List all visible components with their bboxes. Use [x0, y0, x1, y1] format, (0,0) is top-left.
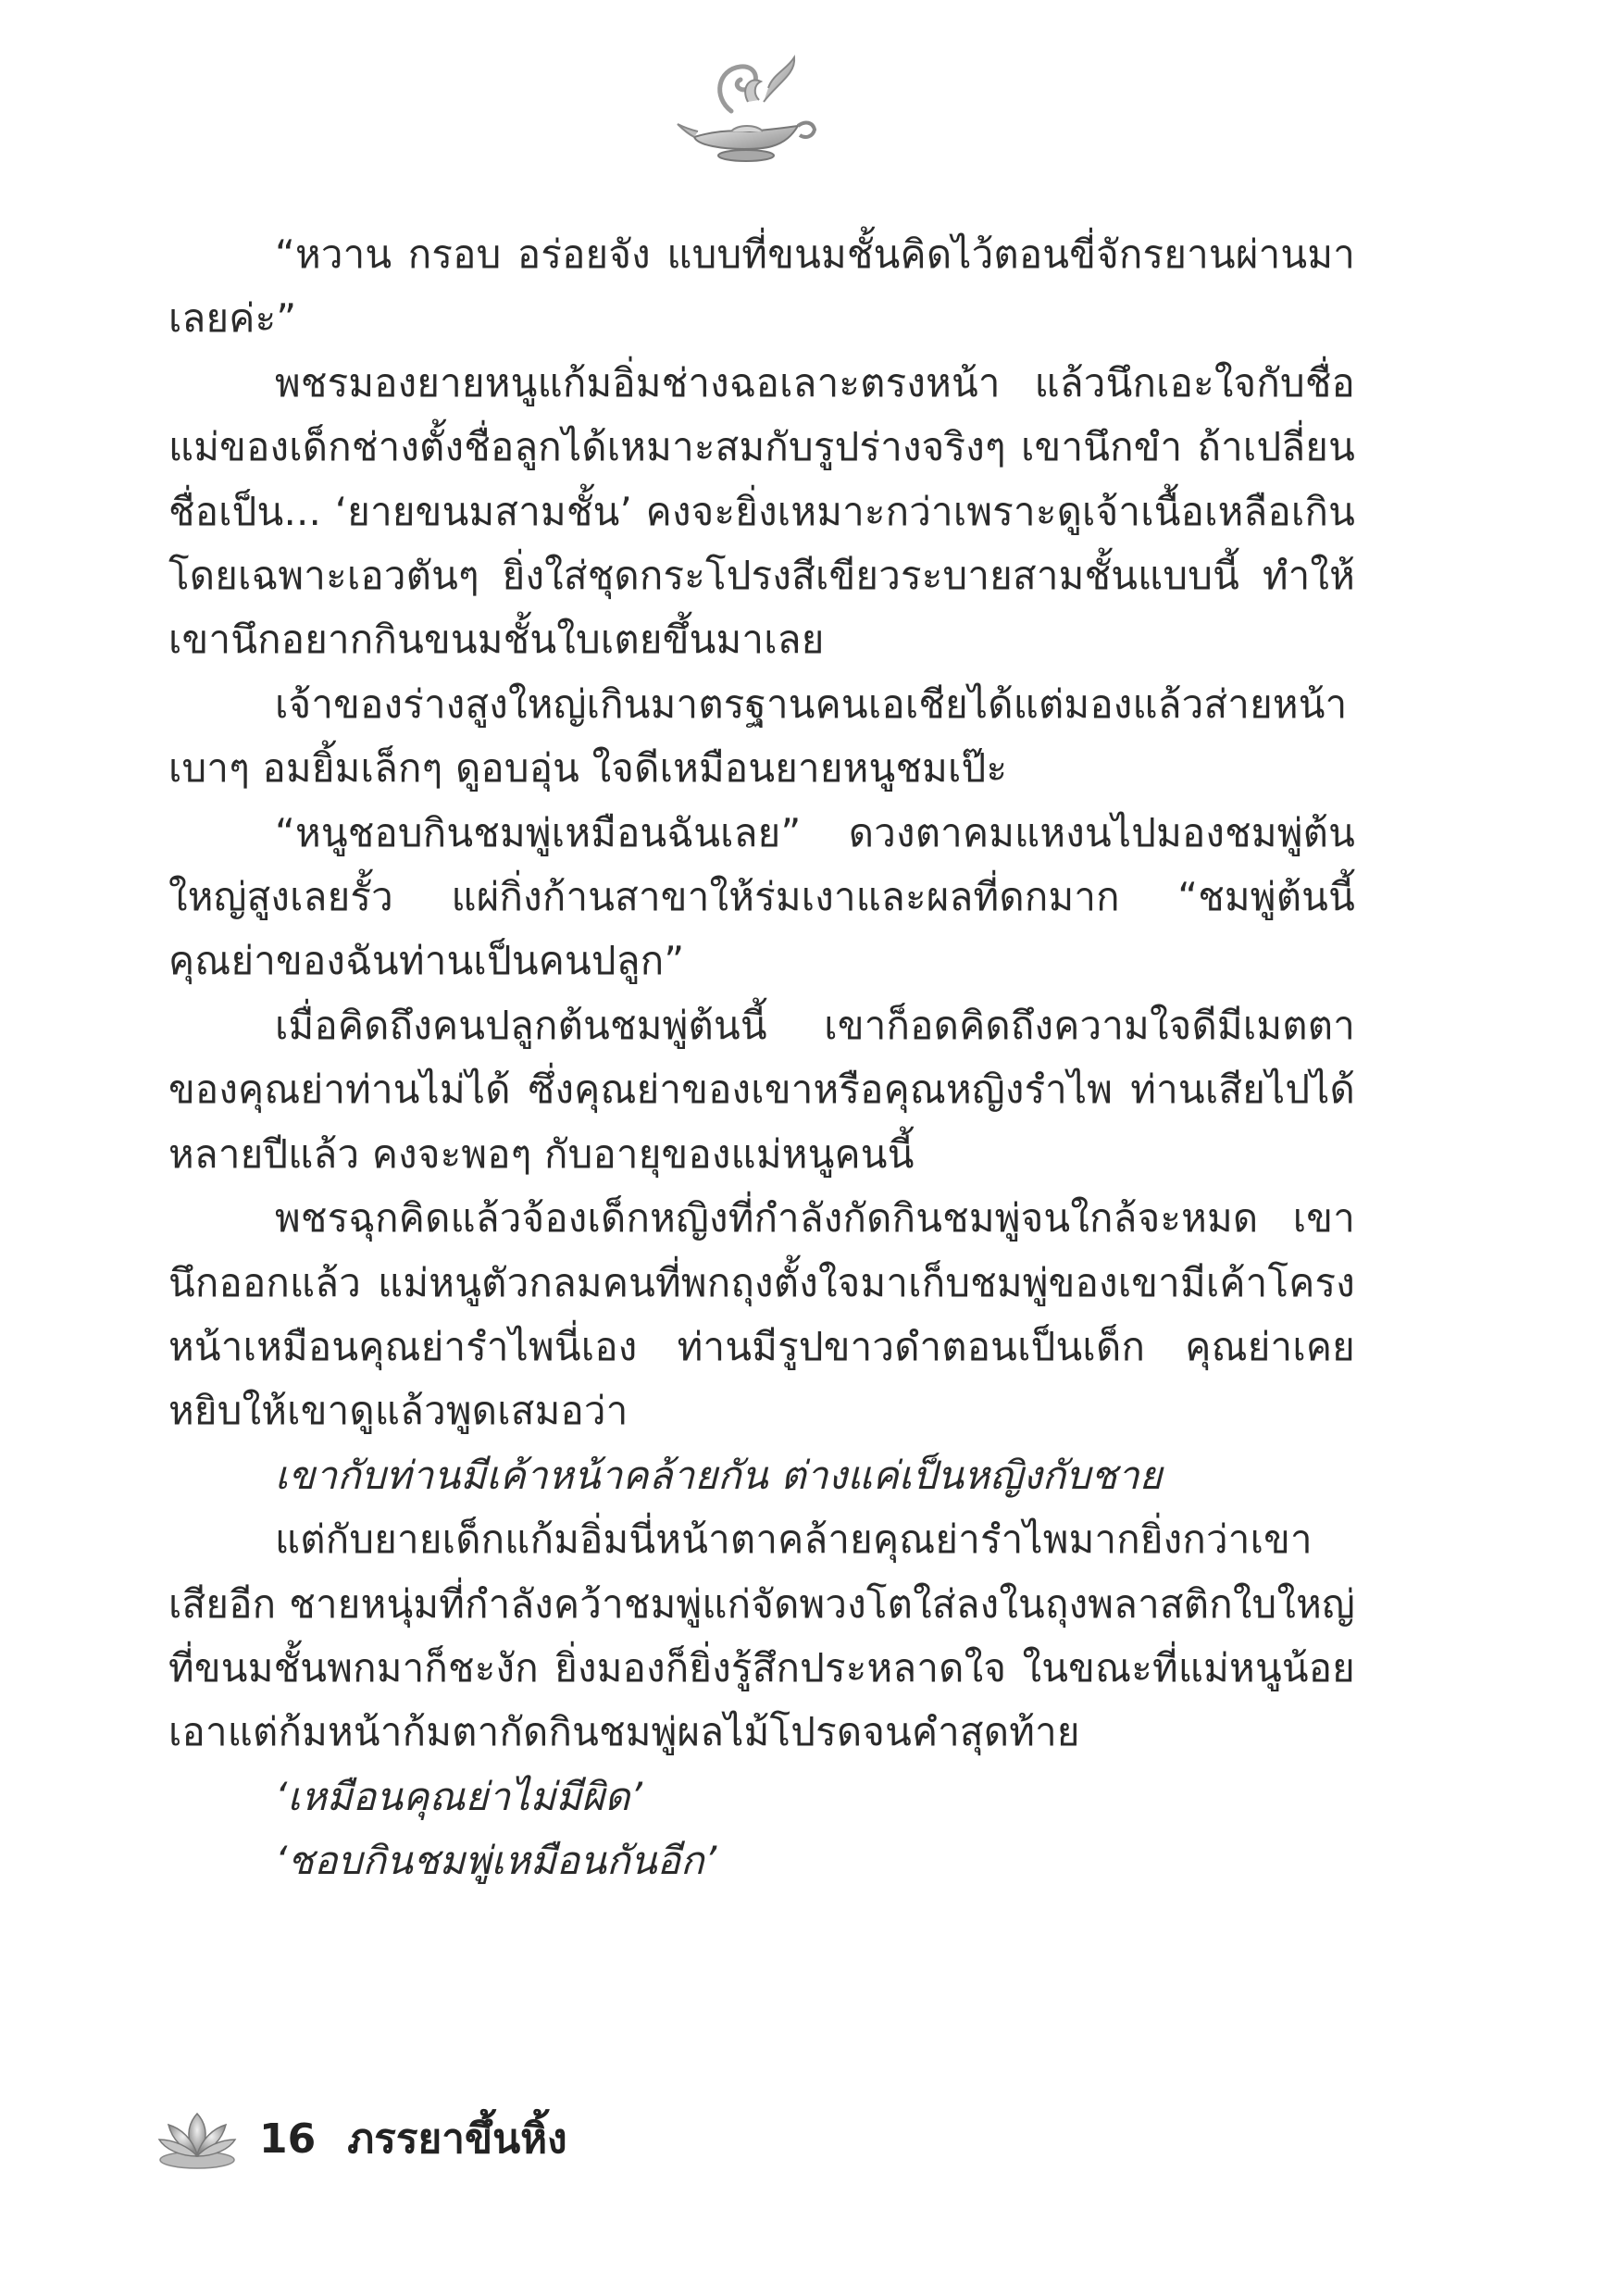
paragraph: เจ้าของร่างสูงใหญ่เกินมาตรฐานคนเอเชียได้แต่มองแล้วส่ายหน้าเบาๆ อมยิ้มเล็กๆ ดูอบอุ่น ใจดีเหมือนยายหนูชมเป๊ะ [168, 680, 1348, 792]
book-title: ภรรยาขึ้นหิ้ง [347, 2115, 567, 2163]
paragraph: “หนูชอบกินชมพู่เหมือนฉันเลย” ดวงตาคมแหงนไปมองชมพู่ต้นใหญ่สูงเลยรั้ว แผ่กิ่งก้านสาขาให้ร่มเงาและผลที่ดกมาก “ชมพู่ต้นนี้ คุณย่าของฉันท่านเป็นคนปลูก” [168, 809, 1355, 984]
paragraph: แต่กับยายเด็กแก้มอิ่มนี่หน้าตาคล้ายคุณย่ารำไพมากยิ่งกว่าเขาเสียอีก ชายหนุ่มที่กำลังคว้าชมพู่แก่จัดพวงโตใส่ลงในถุงพลาสติกใบใหญ่ที่ขนมชั้นพกมาก็ชะงัก ยิ่งมองก็ยิ่งรู้สึกประหลาดใจ ในขณะที่แม่หนูน้อยเอาแต่ก้มหน้าก้มตากัดกินชมพู่ผลไม้โปรดจนคำสุดท้าย [168, 1516, 1355, 1755]
paragraph: “หวาน กรอบ อร่อยจัง แบบที่ขนมชั้นคิดไว้ตอนขี่จักรยานผ่านมาเลยค่ะ” [168, 231, 1355, 342]
paragraph-italic: ‘ชอบกินชมพู่เหมือนกันอีก’ [275, 1838, 717, 1884]
body-text [168, 222, 1355, 1893]
paragraph: พชรมองยายหนูแก้มอิ่มช่างฉอเลาะตรงหน้า แล้วนึกเอะใจกับชื่อแม่ของเด็กช่างตั้งชื่อลูกได้เหมาะสมกับรูปร่างจริงๆ เขานึกขำ ถ้าเปลี่ยนชื่อเป็น... ‘ยายขนมสามชั้น’ คงจะยิ่งเหมาะกว่าเพราะดูเจ้าเนื้อเหลือเกิน โดยเฉพาะเอวตันๆ ยิ่งใส่ชุดกระโปรงสีเขียวระบายสามชั้นแบบนี้ ทำให้เขานึกอยากกินขนมชั้นใบเตยขึ้นมาเลย [168, 359, 1355, 663]
lotus-icon [156, 2106, 239, 2171]
genie-lamp-ornament-icon [676, 46, 824, 176]
page-number: 16 [259, 2115, 317, 2163]
paragraph-italic: ‘เหมือนคุณย่าไม่มีผิด’ [275, 1773, 643, 1819]
page-footer [156, 2102, 567, 2176]
paragraph: เมื่อคิดถึงคนปลูกต้นชมพู่ต้นนี้ เขาก็อดคิดถึงความใจดีมีเมตตาของคุณย่าท่านไม่ได้ ซึ่งคุณย่าของเขาหรือคุณหญิงรำไพ ท่านเสียไปได้หลายปีแล้ว คงจะพอๆ กับอายุของแม่หนูคนนี้ [168, 1002, 1355, 1177]
paragraph: พชรฉุกคิดแล้วจ้องเด็กหญิงที่กำลังกัดกินชมพู่จนใกล้จะหมด เขานึกออกแล้ว แม่หนูตัวกลมคนที่พกถุงตั้งใจมาเก็บชมพู่ของเขามีเค้าโครงหน้าเหมือนคุณย่ารำไพนี่เอง ท่านมีรูปขาวดำตอนเป็นเด็ก คุณย่าเคยหยิบให้เขาดูแล้วพูดเสมอว่า [168, 1195, 1355, 1434]
paragraph-italic: เขากับท่านมีเค้าหน้าคล้ายกัน ต่างแค่เป็นหญิงกับชาย [275, 1452, 1163, 1498]
